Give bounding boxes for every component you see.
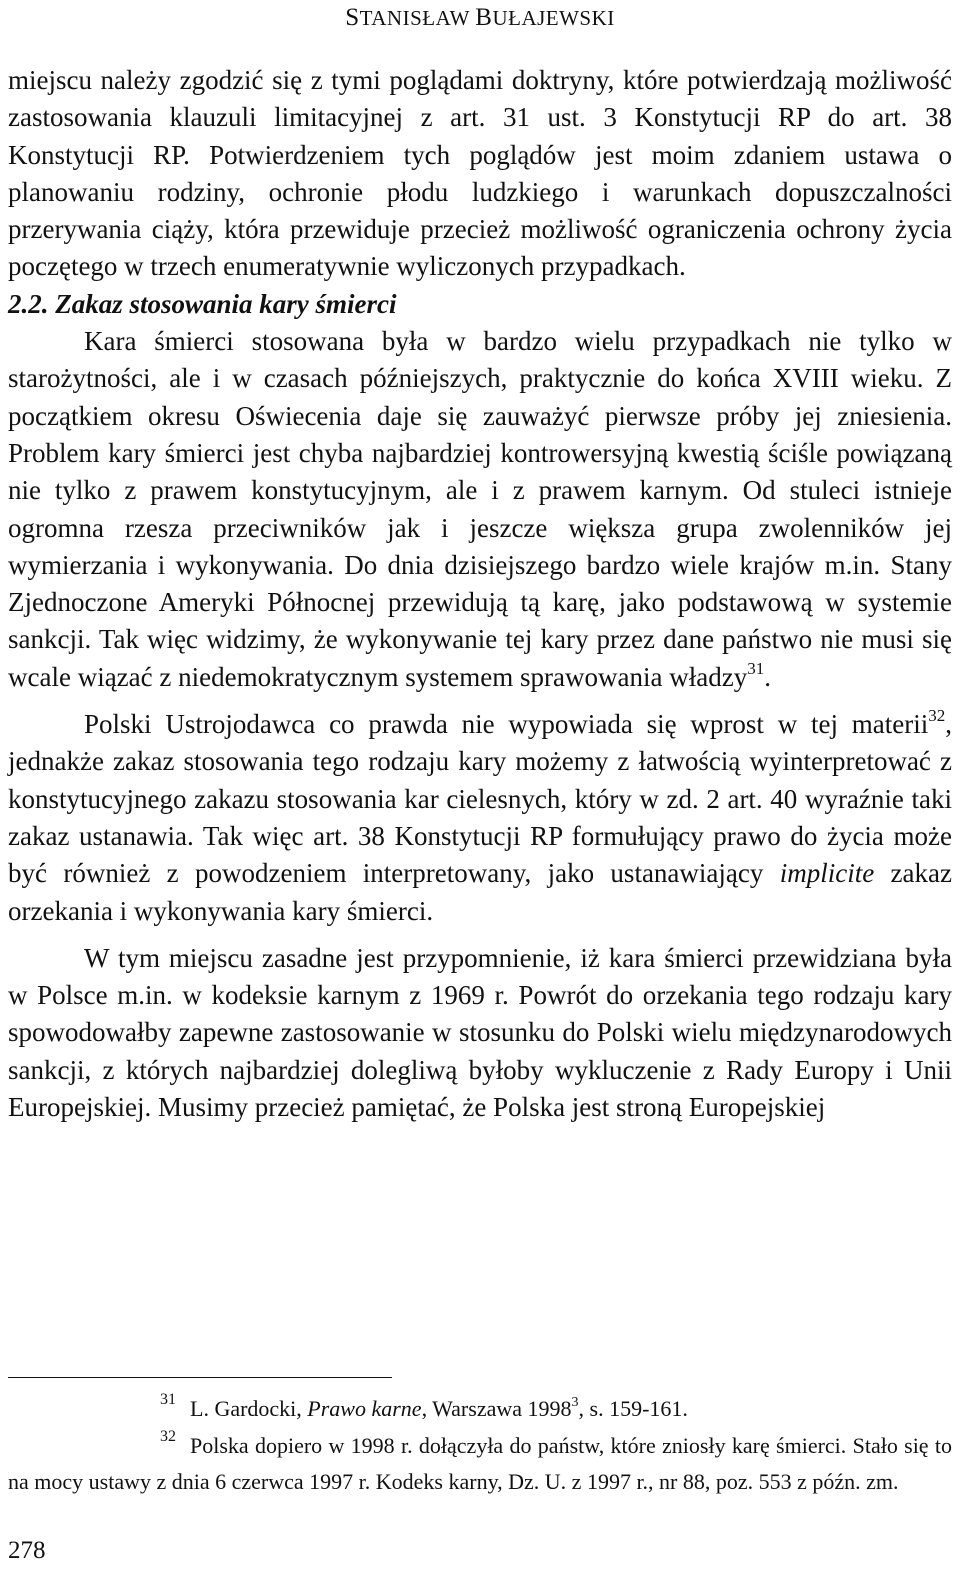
header-initial-last: B <box>475 4 493 31</box>
paragraph-text-mid: , jednakże zakaz stosowania tego rodzaju kary możemy z łatwością wyinterpretować z konstytucyjnego zakazu stosowania kar cielesnych, który w zd. 2 art. 40 wyraźnie taki zakaz ustanawia. Tak więc art. 38 Konstytucji RP formułujący prawo do życia może być również z powodzeniem interpretowany, jako ustanawiający <box>8 709 952 889</box>
footnote-text-mid: , Warszawa 1998 <box>421 1396 572 1421</box>
footnote-number: 32 <box>160 1428 176 1445</box>
footnote-32 <box>8 1429 952 1498</box>
page-number: 278 <box>8 1537 46 1564</box>
paragraph-constitution <box>8 706 952 930</box>
paragraph-death-penalty <box>8 323 952 696</box>
paragraph-penal-code: W tym miejscu zasadne jest przypomnienie, iż kara śmierci przewidziana była w Polsce m.in. w kodeksie karnym z 1969 r. Powrót do orzekania tego rodzaju kary spowodowałby zapewne zastosowanie w stosunku do Polski wielu międzynarodowych sankcji, z których najbardziej dolegliwą byłoby wykluczenie z Rady Europy i Unii Europejskiej. Musimy przecież pamiętać, że Polska jest stroną Europejskiej <box>8 942 952 1123</box>
section-heading: 2.2. Zakaz stosowania kary śmierci <box>8 288 397 319</box>
footnote-number: 31 <box>160 1391 176 1408</box>
footnote-ref-32[interactable]: 32 <box>928 706 946 726</box>
header-first-name: TANISŁAW <box>359 6 470 30</box>
footnote-text: Polska dopiero w 1998 r. dołączyła do państw, które zniosły karę śmierci. Stało się to na mocy ustawy z dnia 6 czerwca 1997 r. Kodeks karny, Dz. U. z 1997 r., nr 88, poz. 553 z późn. zm. <box>8 1433 952 1494</box>
footnote-text: L. Gardocki, <box>190 1396 308 1421</box>
footnotes <box>8 1392 952 1498</box>
italic-term: implicite <box>779 858 875 889</box>
body-text <box>8 62 952 1126</box>
paragraph-continued: miejscu należy zgodzić się z tymi poglądami doktryny, które potwierdzają możliwość zastosowania klauzuli limitacyjnej z art. 31 ust. 3 Konstytucji RP do art. 38 Konstytucji RP. Potwierdzeniem tych poglądów jest moim zdaniem ustawa o planowaniu rodziny, ochronie płodu ludzkiego i warunkach dopuszczalności przerywania ciąży, która przewiduje przecież możliwość ograniczenia ochrony życia poczętego w trzech enumeratywnie wyliczonych przypadkach. <box>8 65 952 282</box>
paragraph-text-end: zakaz orzekania i wykonywania kary śmierci. <box>8 858 952 926</box>
document-page <box>8 0 952 1574</box>
footnote-ref-31[interactable]: 31 <box>747 658 765 678</box>
header-last-name: UŁAJEWSKI <box>492 6 615 30</box>
footnote-edition-sup: 3 <box>571 1395 579 1410</box>
footnote-separator <box>8 1377 392 1378</box>
paragraph-text: Kara śmierci stosowana była w bardzo wielu przypadkach nie tylko w starożytności, ale i w czasach późniejszych, praktycznie do końca XVIII wieku. Z początkiem okresu Oświecenia daje się zauważyć pierwsze próby jej zniesienia. Problem kary śmierci jest chyba najbardziej kontrowersyjną kwestią ściśle powiązaną nie tylko z prawem konstytucyjnym, ale i z prawem karnym. Od stuleci istnieje ogromna rzesza przeciwników jak i jeszcze większa grupa zwolenników jej wymierzania i wykonywania. Do dnia dzisiejszego bardzo wiele krajów m.in. Stany Zjednoczone Ameryki Północnej przewidują tą karę, jako podstawową w systemie sankcji. Tak więc widzimy, że wykonywanie tej kary przez dane państwo nie musi się wcale wiązać z niedemokratycznym systemem sprawowania władzy <box>8 326 952 692</box>
header-initial-first: S <box>345 4 360 31</box>
paragraph-text: Polski Ustrojodawca co prawda nie wypowiada się wprost w tej materii <box>84 709 929 740</box>
footnote-title-italic: Prawo karne <box>307 1396 422 1421</box>
footnote-text-end: , s. 159-161. <box>578 1396 688 1421</box>
running-header <box>8 4 952 32</box>
paragraph-text-end: . <box>764 661 771 692</box>
